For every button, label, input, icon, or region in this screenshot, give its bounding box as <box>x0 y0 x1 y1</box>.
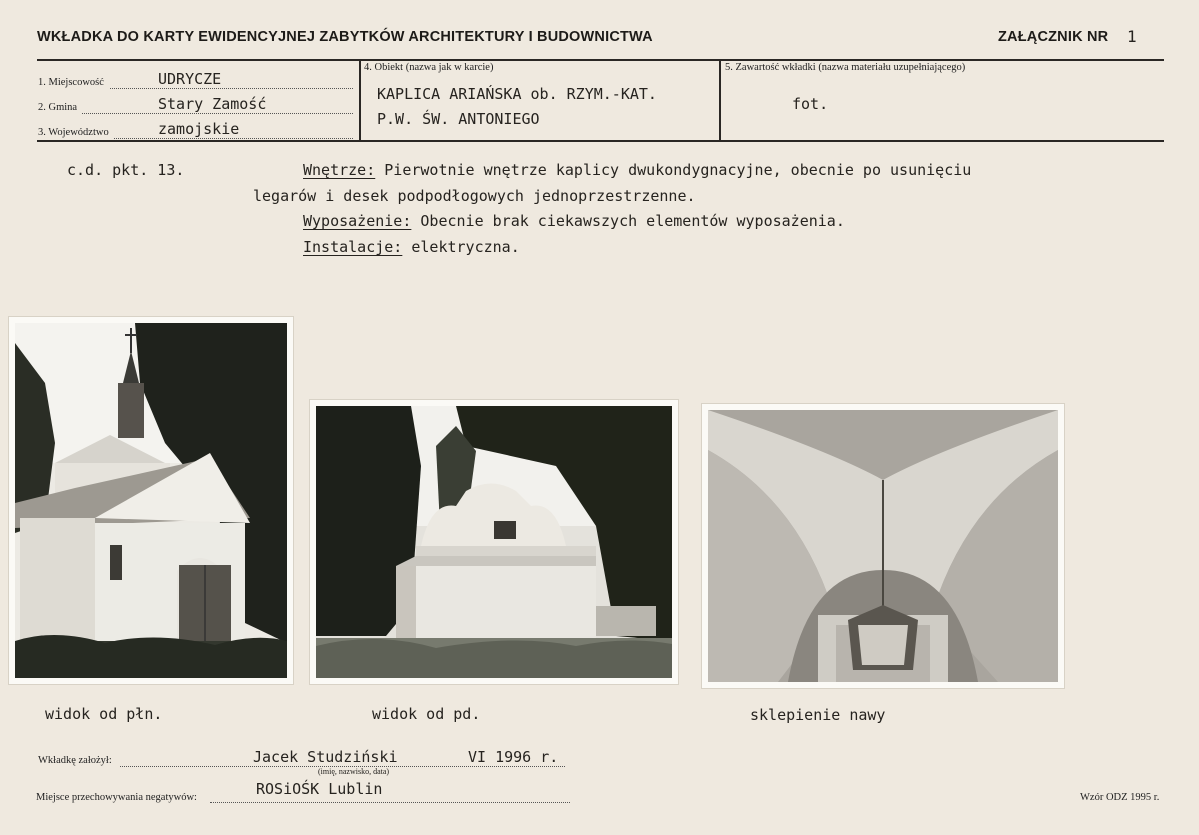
obiekt-label-note: (nazwa jak w karcie) <box>405 62 494 73</box>
miejsce-label: Miejsce przechowywania negatywów: <box>36 792 197 803</box>
photo-nave-vault <box>702 404 1064 688</box>
wyposazenie-text: Obecnie brak ciekawszych elementów wyposażenia. <box>420 212 845 230</box>
obiekt-line1: KAPLICA ARIAŃSKA ob. RZYM.-KAT. <box>377 85 657 103</box>
gmina-dotted-line <box>82 113 353 114</box>
photo-north-image <box>15 323 287 678</box>
annex-number: 1 <box>1127 27 1137 46</box>
miejscowosc-value: UDRYCZE <box>158 70 222 88</box>
instalacje-label: Instalacje: <box>303 238 403 256</box>
miejscowosc-dotted-line <box>110 88 353 89</box>
wnetrze-label: Wnętrze: <box>303 161 376 179</box>
wojewodztwo-value: zamojskie <box>158 120 240 138</box>
miejscowosc-label: 1. Miejscowość <box>38 77 104 88</box>
annex-label: ZAŁĄCZNIK NR <box>998 29 1109 45</box>
zawartosc-value: fot. <box>792 95 829 113</box>
miejsce-value: ROSiOŚK Lublin <box>256 780 383 798</box>
photo-north-view <box>9 317 293 684</box>
form-divider-1 <box>359 59 361 141</box>
gmina-value: Stary Zamość <box>158 95 267 113</box>
instalacje-line <box>303 238 520 256</box>
zalozyl-label: Wkładkę założył: <box>38 755 112 766</box>
zawartosc-label-note: (nazwa materiału uzupełniającego) <box>818 62 966 73</box>
caption-north-view: widok od płn. <box>45 705 163 723</box>
zawartosc-label-text: 5. Zawartość wkładki <box>725 62 816 73</box>
document-title: WKŁADKA DO KARTY EWIDENCYJNEJ ZABYTKÓW ARCHITEKTURY I BUDOWNICTWA <box>37 29 653 45</box>
instalacje-text: elektryczna. <box>411 238 520 256</box>
photo-south-image <box>316 406 672 678</box>
wnetrze-line1 <box>303 161 971 179</box>
wojewodztwo-label: 3. Województwo <box>38 127 109 138</box>
form-divider-2 <box>719 59 721 141</box>
gmina-label: 2. Gmina <box>38 102 78 113</box>
zalozyl-note: (imię, nazwisko, data) <box>318 767 390 776</box>
zalozyl-name: Jacek Studziński <box>253 748 398 766</box>
caption-south-view: widok od pd. <box>372 705 481 723</box>
photo-south-view <box>310 400 678 684</box>
wnetrze-text1: Pierwotnie wnętrze kaplicy dwukondygnacyjne, obecnie po usunięciu <box>384 161 972 179</box>
caption-nave-vault: sklepienie nawy <box>750 706 886 724</box>
form-top-rule <box>37 59 1164 61</box>
photo-vault-image <box>708 410 1058 682</box>
miejsce-dotted-line <box>210 802 570 803</box>
wojewodztwo-dotted-line <box>114 138 353 139</box>
zawartosc-label <box>725 62 965 73</box>
body-reference: c.d. pkt. 13. <box>67 161 185 179</box>
form-bottom-rule <box>37 140 1164 142</box>
obiekt-label <box>364 62 493 73</box>
wnetrze-text2: legarów i desek podpodłogowych jednoprzestrzenne. <box>253 187 696 205</box>
wyposazenie-line <box>303 212 845 230</box>
obiekt-line2: P.W. ŚW. ANTONIEGO <box>377 110 540 128</box>
wyposazenie-label: Wyposażenie: <box>303 212 412 230</box>
zalozyl-date: VI 1996 r. <box>468 748 559 766</box>
wzor-label: Wzór ODZ 1995 r. <box>1080 792 1160 803</box>
obiekt-label-text: 4. Obiekt <box>364 62 404 73</box>
